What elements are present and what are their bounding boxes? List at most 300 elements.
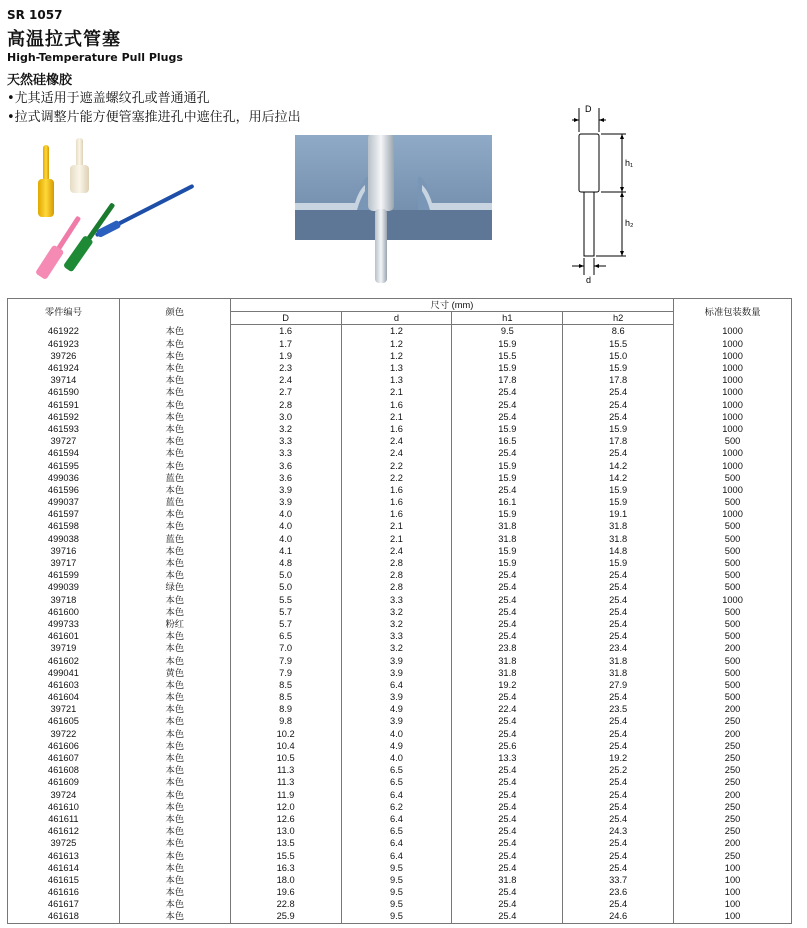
table-cell: 3.3 <box>230 447 341 459</box>
table-row <box>8 728 792 740</box>
table-cell: 25.4 <box>563 813 674 825</box>
table-cell: 9.8 <box>230 715 341 727</box>
plug-cross-section-image <box>295 135 492 285</box>
table-cell: 100 <box>674 898 792 910</box>
table-cell: 17.8 <box>452 374 563 386</box>
table-cell: 本色 <box>119 508 230 520</box>
table-cell: 2.3 <box>230 362 341 374</box>
table-cell: 本色 <box>119 630 230 642</box>
table-cell: 499037 <box>8 496 120 508</box>
table-cell: 100 <box>674 886 792 898</box>
table-cell: 25.4 <box>563 594 674 606</box>
table-cell: 499733 <box>8 618 120 630</box>
table-cell: 14.2 <box>563 472 674 484</box>
table-cell: 16.1 <box>452 496 563 508</box>
table-cell: 9.5 <box>341 862 452 874</box>
table-cell: 本色 <box>119 447 230 459</box>
table-cell: 2.1 <box>341 533 452 545</box>
table-cell: 4.1 <box>230 545 341 557</box>
table-cell: 黄色 <box>119 667 230 679</box>
table-cell: 25.4 <box>563 581 674 593</box>
table-row <box>8 642 792 654</box>
table-cell: 25.4 <box>452 386 563 398</box>
table-cell: 11.3 <box>230 764 341 776</box>
table-row <box>8 496 792 508</box>
table-cell: 11.9 <box>230 789 341 801</box>
table-cell: 1.6 <box>230 325 341 338</box>
table-cell: 25.4 <box>563 569 674 581</box>
table-cell: 4.0 <box>230 520 341 532</box>
table-cell: 25.4 <box>452 569 563 581</box>
table-cell: 461608 <box>8 764 120 776</box>
table-row <box>8 849 792 861</box>
table-cell: 25.4 <box>452 898 563 910</box>
table-cell: 17.8 <box>563 374 674 386</box>
table-cell: 10.5 <box>230 752 341 764</box>
table-cell: 6.5 <box>230 630 341 642</box>
table-cell: 25.4 <box>563 862 674 874</box>
table-cell: 1.2 <box>341 350 452 362</box>
table-cell: 1000 <box>674 447 792 459</box>
table-cell: 39727 <box>8 435 120 447</box>
col-header-D: D <box>230 312 341 325</box>
table-cell: 7.0 <box>230 642 341 654</box>
table-cell: 13.0 <box>230 825 341 837</box>
table-cell: 2.2 <box>341 459 452 471</box>
table-cell: 500 <box>674 581 792 593</box>
table-cell: 15.9 <box>452 545 563 557</box>
table-cell: 461595 <box>8 459 120 471</box>
table-cell: 1.2 <box>341 325 452 338</box>
table-cell: 461598 <box>8 520 120 532</box>
natural-plug-body <box>70 165 89 193</box>
table-cell: 500 <box>674 618 792 630</box>
table-cell: 3.3 <box>341 594 452 606</box>
table-cell: 本色 <box>119 423 230 435</box>
table-row <box>8 874 792 886</box>
table-cell: 31.8 <box>452 533 563 545</box>
table-cell: 15.9 <box>452 338 563 350</box>
table-cell: 4.0 <box>230 533 341 545</box>
table-cell: 8.5 <box>230 679 341 691</box>
table-cell: 499039 <box>8 581 120 593</box>
table-cell: 6.2 <box>341 801 452 813</box>
table-cell: 4.9 <box>341 703 452 715</box>
table-cell: 6.4 <box>341 679 452 691</box>
table-cell: 5.5 <box>230 594 341 606</box>
table-cell: 200 <box>674 789 792 801</box>
table-row <box>8 472 792 484</box>
table-row <box>8 459 792 471</box>
table-row <box>8 630 792 642</box>
table-cell: 25.4 <box>563 691 674 703</box>
col-header-h2: h2 <box>563 312 674 325</box>
yellow-plug-body <box>38 179 54 217</box>
table-row <box>8 837 792 849</box>
table-cell: 本色 <box>119 715 230 727</box>
table-row <box>8 545 792 557</box>
table-cell: 200 <box>674 642 792 654</box>
table-cell: 500 <box>674 545 792 557</box>
table-cell: 39726 <box>8 350 120 362</box>
table-cell: 1000 <box>674 484 792 496</box>
table-cell: 3.2 <box>341 606 452 618</box>
col-header-color: 颜色 <box>119 299 230 325</box>
table-cell: 17.8 <box>563 435 674 447</box>
table-cell: 3.9 <box>341 654 452 666</box>
label-h1: h₁ <box>625 158 634 168</box>
table-cell: 25.6 <box>452 740 563 752</box>
table-cell: 23.4 <box>563 642 674 654</box>
table-cell: 100 <box>674 862 792 874</box>
table-cell: 5.0 <box>230 581 341 593</box>
table-row <box>8 399 792 411</box>
table-cell: 461596 <box>8 484 120 496</box>
table-cell: 500 <box>674 496 792 508</box>
table-cell: 461597 <box>8 508 120 520</box>
table-cell: 25.4 <box>563 399 674 411</box>
table-cell: 250 <box>674 752 792 764</box>
table-cell: 200 <box>674 703 792 715</box>
table-cell: 4.9 <box>341 740 452 752</box>
table-row <box>8 350 792 362</box>
table-cell: 461607 <box>8 752 120 764</box>
table-row <box>8 508 792 520</box>
table-cell: 本色 <box>119 837 230 849</box>
table-cell: 本色 <box>119 886 230 898</box>
plugs-photo <box>30 135 215 285</box>
table-cell: 1.6 <box>341 399 452 411</box>
table-cell: 25.4 <box>452 630 563 642</box>
table-cell: 2.2 <box>341 472 452 484</box>
table-cell: 6.4 <box>341 813 452 825</box>
table-cell: 8.9 <box>230 703 341 715</box>
table-cell: 461924 <box>8 362 120 374</box>
table-cell: 10.4 <box>230 740 341 752</box>
table-row <box>8 764 792 776</box>
table-cell: 31.8 <box>563 520 674 532</box>
table-cell: 3.3 <box>230 435 341 447</box>
table-cell: 3.2 <box>230 423 341 435</box>
table-cell: 25.4 <box>452 776 563 788</box>
table-cell: 25.4 <box>563 728 674 740</box>
table-row <box>8 362 792 374</box>
table-cell: 15.0 <box>563 350 674 362</box>
table-cell: 本色 <box>119 849 230 861</box>
table-cell: 461618 <box>8 910 120 923</box>
table-cell: 2.7 <box>230 386 341 398</box>
table-row <box>8 606 792 618</box>
table-cell: 2.4 <box>230 374 341 386</box>
table-cell: 3.6 <box>230 472 341 484</box>
table-cell: 14.8 <box>563 545 674 557</box>
table-cell: 500 <box>674 606 792 618</box>
table-cell: 6.5 <box>341 764 452 776</box>
table-cell: 461615 <box>8 874 120 886</box>
spec-table <box>7 298 792 924</box>
table-cell: 本色 <box>119 435 230 447</box>
table-cell: 25.4 <box>452 447 563 459</box>
table-row <box>8 740 792 752</box>
table-cell: 23.8 <box>452 642 563 654</box>
table-cell: 25.4 <box>452 837 563 849</box>
table-cell: 13.3 <box>452 752 563 764</box>
table-cell: 本色 <box>119 399 230 411</box>
table-cell: 25.4 <box>563 837 674 849</box>
table-cell: 1.6 <box>341 496 452 508</box>
table-cell: 9.5 <box>341 886 452 898</box>
table-cell: 4.0 <box>341 728 452 740</box>
col-header-size: 尺寸 (mm) <box>230 299 673 312</box>
table-cell: 本色 <box>119 350 230 362</box>
table-row <box>8 411 792 423</box>
table-cell: 2.8 <box>230 399 341 411</box>
table-cell: 本色 <box>119 789 230 801</box>
table-cell: 25.4 <box>563 740 674 752</box>
table-cell: 1000 <box>674 399 792 411</box>
col-header-qty: 标准包装数量 <box>674 299 792 325</box>
table-cell: 500 <box>674 691 792 703</box>
table-cell: 250 <box>674 849 792 861</box>
table-cell: 3.9 <box>230 496 341 508</box>
table-cell: 本色 <box>119 411 230 423</box>
table-cell: 31.8 <box>452 667 563 679</box>
table-row <box>8 338 792 350</box>
table-cell: 39716 <box>8 545 120 557</box>
table-cell: 1.6 <box>341 508 452 520</box>
table-cell: 本色 <box>119 569 230 581</box>
table-cell: 本色 <box>119 484 230 496</box>
table-cell: 本色 <box>119 459 230 471</box>
table-cell: 25.4 <box>452 801 563 813</box>
table-cell: 3.6 <box>230 459 341 471</box>
table-cell: 461604 <box>8 691 120 703</box>
table-row <box>8 679 792 691</box>
table-cell: 25.4 <box>563 411 674 423</box>
table-cell: 461601 <box>8 630 120 642</box>
table-cell: 39717 <box>8 557 120 569</box>
table-cell: 25.4 <box>452 910 563 923</box>
table-cell: 8.5 <box>230 691 341 703</box>
table-cell: 本色 <box>119 606 230 618</box>
table-cell: 1.6 <box>341 484 452 496</box>
table-cell: 500 <box>674 630 792 642</box>
table-cell: 200 <box>674 837 792 849</box>
table-cell: 461600 <box>8 606 120 618</box>
label-D: D <box>585 104 592 114</box>
table-cell: 1000 <box>674 423 792 435</box>
product-title-en: High-Temperature Pull Plugs <box>7 51 183 64</box>
table-cell: 25.4 <box>563 789 674 801</box>
table-row <box>8 691 792 703</box>
col-header-part: 零件编号 <box>8 299 120 325</box>
table-row <box>8 789 792 801</box>
table-cell: 25.4 <box>452 825 563 837</box>
table-cell: 39714 <box>8 374 120 386</box>
table-cell: 4.0 <box>230 508 341 520</box>
table-cell: 15.5 <box>452 350 563 362</box>
table-cell: 蓝色 <box>119 533 230 545</box>
table-cell: 3.2 <box>341 618 452 630</box>
col-header-d: d <box>341 312 452 325</box>
table-cell: 18.0 <box>230 874 341 886</box>
table-cell: 250 <box>674 740 792 752</box>
table-row <box>8 776 792 788</box>
table-cell: 461616 <box>8 886 120 898</box>
table-cell: 15.9 <box>563 557 674 569</box>
table-cell: 461590 <box>8 386 120 398</box>
table-cell: 本色 <box>119 557 230 569</box>
table-cell: 461592 <box>8 411 120 423</box>
table-row <box>8 618 792 630</box>
table-row <box>8 703 792 715</box>
table-cell: 461605 <box>8 715 120 727</box>
table-row <box>8 752 792 764</box>
table-row <box>8 325 792 338</box>
table-cell: 25.4 <box>452 862 563 874</box>
table-cell: 39718 <box>8 594 120 606</box>
table-cell: 25.9 <box>230 910 341 923</box>
table-cell: 25.4 <box>452 581 563 593</box>
feature-item: • 拉式调整片能方便管塞推进孔中遮住孔，用后拉出 <box>7 108 301 127</box>
feature-list <box>7 89 301 127</box>
table-cell: 1.3 <box>341 374 452 386</box>
table-cell: 6.5 <box>341 825 452 837</box>
table-cell: 2.8 <box>341 581 452 593</box>
table-cell: 1000 <box>674 325 792 338</box>
table-cell: 500 <box>674 435 792 447</box>
table-cell: 461611 <box>8 813 120 825</box>
table-cell: 本色 <box>119 825 230 837</box>
plug-head <box>579 134 599 192</box>
table-cell: 本色 <box>119 338 230 350</box>
table-cell: 本色 <box>119 910 230 923</box>
table-cell: 27.9 <box>563 679 674 691</box>
table-cell: 4.8 <box>230 557 341 569</box>
table-cell: 8.6 <box>563 325 674 338</box>
green-plug <box>63 201 118 273</box>
table-cell: 本色 <box>119 545 230 557</box>
table-cell: 2.4 <box>341 435 452 447</box>
table-cell: 500 <box>674 667 792 679</box>
plug-body <box>368 135 394 211</box>
label-h2: h₂ <box>625 218 634 228</box>
table-cell: 3.0 <box>230 411 341 423</box>
table-cell: 1.3 <box>341 362 452 374</box>
table-cell: 5.0 <box>230 569 341 581</box>
table-cell: 本色 <box>119 862 230 874</box>
pull-tab <box>375 209 387 283</box>
table-cell: 25.4 <box>563 715 674 727</box>
table-cell: 3.9 <box>341 667 452 679</box>
table-cell: 6.4 <box>341 789 452 801</box>
table-cell: 12.6 <box>230 813 341 825</box>
table-cell: 25.4 <box>563 630 674 642</box>
table-cell: 22.8 <box>230 898 341 910</box>
table-cell: 本色 <box>119 520 230 532</box>
table-row <box>8 862 792 874</box>
table-cell: 2.1 <box>341 411 452 423</box>
table-cell: 1000 <box>674 594 792 606</box>
table-cell: 461922 <box>8 325 120 338</box>
table-row <box>8 813 792 825</box>
table-cell: 本色 <box>119 642 230 654</box>
label-d: d <box>586 275 592 285</box>
table-cell: 2.4 <box>341 447 452 459</box>
table-cell: 本色 <box>119 874 230 886</box>
product-code: SR 1057 <box>7 8 63 22</box>
table-cell: 461610 <box>8 801 120 813</box>
table-cell: 1000 <box>674 362 792 374</box>
table-cell: 6.4 <box>341 849 452 861</box>
table-cell: 5.7 <box>230 606 341 618</box>
table-cell: 461591 <box>8 399 120 411</box>
table-cell: 本色 <box>119 776 230 788</box>
table-cell: 本色 <box>119 764 230 776</box>
table-cell: 2.8 <box>341 557 452 569</box>
table-cell: 39722 <box>8 728 120 740</box>
table-cell: 39719 <box>8 642 120 654</box>
table-cell: 23.6 <box>563 886 674 898</box>
table-cell: 461923 <box>8 338 120 350</box>
table-cell: 31.8 <box>563 533 674 545</box>
table-cell: 19.2 <box>563 752 674 764</box>
table-cell: 15.9 <box>452 557 563 569</box>
table-cell: 25.4 <box>563 776 674 788</box>
table-row <box>8 533 792 545</box>
material-label: 天然硅橡胶 <box>7 73 73 88</box>
table-cell: 250 <box>674 825 792 837</box>
table-cell: 25.4 <box>452 411 563 423</box>
table-cell: 461606 <box>8 740 120 752</box>
table-cell: 25.4 <box>452 789 563 801</box>
table-cell: 15.9 <box>452 472 563 484</box>
table-cell: 25.4 <box>563 386 674 398</box>
table-cell: 9.5 <box>452 325 563 338</box>
table-cell: 15.9 <box>563 484 674 496</box>
table-cell: 39725 <box>8 837 120 849</box>
table-cell: 4.0 <box>341 752 452 764</box>
table-cell: 1.7 <box>230 338 341 350</box>
table-cell: 25.4 <box>452 484 563 496</box>
table-cell: 33.7 <box>563 874 674 886</box>
table-cell: 1.6 <box>341 423 452 435</box>
table-cell: 461609 <box>8 776 120 788</box>
table-cell: 25.4 <box>452 715 563 727</box>
table-cell: 25.4 <box>452 886 563 898</box>
table-cell: 7.9 <box>230 654 341 666</box>
table-cell: 461613 <box>8 849 120 861</box>
table-row <box>8 594 792 606</box>
table-cell: 蓝色 <box>119 496 230 508</box>
table-cell: 500 <box>674 679 792 691</box>
table-row <box>8 435 792 447</box>
table-cell: 本色 <box>119 691 230 703</box>
table-cell: 39721 <box>8 703 120 715</box>
table-cell: 25.4 <box>452 594 563 606</box>
table-row <box>8 825 792 837</box>
table-cell: 2.4 <box>341 545 452 557</box>
table-cell: 461612 <box>8 825 120 837</box>
feature-item: • 尤其适用于遮盖螺纹孔或普通通孔 <box>7 89 301 108</box>
table-cell: 500 <box>674 654 792 666</box>
table-cell: 100 <box>674 910 792 923</box>
table-cell: 本色 <box>119 813 230 825</box>
table-cell: 本色 <box>119 386 230 398</box>
table-row <box>8 569 792 581</box>
table-cell: 12.0 <box>230 801 341 813</box>
table-cell: 39724 <box>8 789 120 801</box>
